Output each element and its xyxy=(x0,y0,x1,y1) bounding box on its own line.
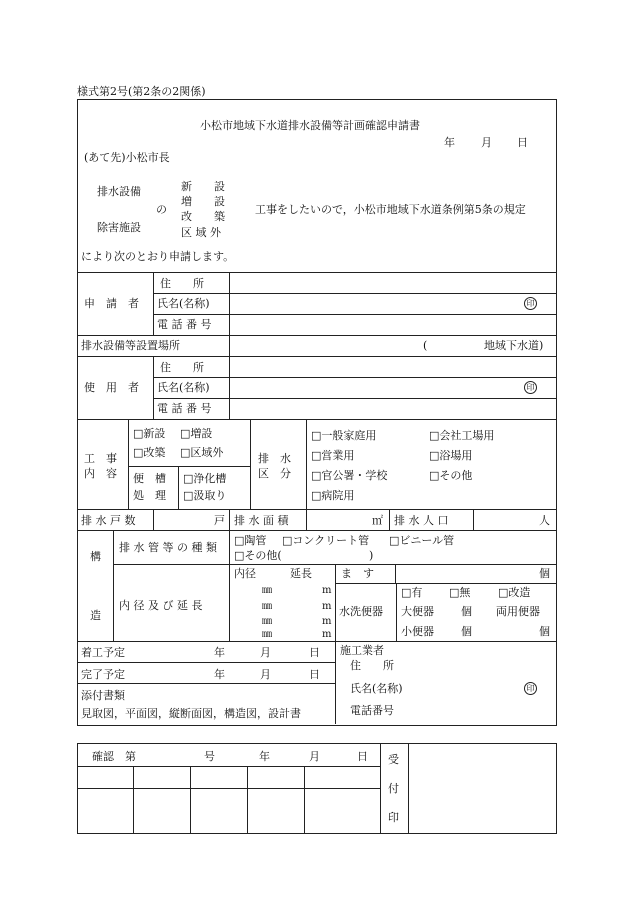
confirm-day: 日 xyxy=(357,750,368,763)
work-rebuild-checkbox[interactable]: □改築 xyxy=(133,446,166,459)
jokaso-checkbox[interactable]: □浄化槽 xyxy=(183,472,227,485)
applicant-name-label: 氏名(名称) xyxy=(157,297,210,310)
masu-unit: 個 xyxy=(539,567,550,580)
pipe-vinyl-checkbox[interactable]: □ビニール管 xyxy=(389,534,455,547)
attachments-label: 添付書類 xyxy=(81,689,125,702)
work-type-outside: 区 域 外 xyxy=(181,226,221,239)
toilet-renovate-checkbox[interactable]: □改造 xyxy=(498,586,531,599)
start-year: 年 xyxy=(214,646,225,659)
facility-sentence: 工事をしたいので，小松市地域下水道条例第5条の規定 xyxy=(255,203,526,216)
facility-abatement: 除害施設 xyxy=(97,221,141,234)
applicant-address-label: 住 所 xyxy=(160,277,204,290)
finish-day: 日 xyxy=(309,668,320,681)
receipt-tsuki: 付 xyxy=(388,782,399,795)
households-unit: 戸 xyxy=(214,514,225,527)
user-name-label: 氏名(名称) xyxy=(157,381,210,394)
mm-unit-4: ㎜ xyxy=(262,629,272,640)
drain-class-label-2: 区 分 xyxy=(258,467,291,480)
facility-sentence-cont: により次のとおり申請します。 xyxy=(81,250,235,263)
benki-label-1: 便 槽 xyxy=(133,472,166,485)
work-type-rebuild: 改 築 xyxy=(181,210,225,223)
drain-class-label-1: 排 水 xyxy=(258,452,291,465)
date-year: 年 xyxy=(444,136,455,149)
attachments-list: 見取図，平面図，縦断面図，構造図，設計書 xyxy=(81,707,301,720)
application-form xyxy=(77,99,557,726)
confirm-go: 号 xyxy=(204,750,215,763)
work-new-checkbox[interactable]: □新設 xyxy=(133,427,166,440)
area-unit: ㎡ xyxy=(372,514,383,527)
start-month: 月 xyxy=(260,646,271,659)
date-month: 月 xyxy=(481,136,492,149)
location-suffix: 地域下水道) xyxy=(484,339,544,352)
inner-diameter-header: 内径 xyxy=(234,567,256,580)
mm-unit-1: ㎜ xyxy=(262,585,272,596)
contractor-seal: 印 xyxy=(524,682,537,695)
class-other-checkbox[interactable]: □その他 xyxy=(429,469,473,482)
addressee: (あて先)小松市長 xyxy=(84,151,170,164)
contractor-name-label: 氏名(名称) xyxy=(350,682,403,695)
benki-label-2: 処 理 xyxy=(133,489,166,502)
confirm-year: 年 xyxy=(259,750,270,763)
toilet-no-checkbox[interactable]: □無 xyxy=(449,586,471,599)
pipe-ceramic-checkbox[interactable]: □陶管 xyxy=(234,534,267,547)
area-label: 排 水 面 積 xyxy=(234,514,289,527)
small-toilet-unit: 個 xyxy=(461,625,472,638)
pipe-concrete-checkbox[interactable]: □コンクリート管 xyxy=(282,534,370,547)
masu-label: ま す xyxy=(341,567,374,580)
pipe-other-checkbox[interactable]: □その他( xyxy=(234,549,282,562)
applicant-seal: 印 xyxy=(524,297,537,310)
large-toilet-unit: 個 xyxy=(461,605,472,618)
work-type-new: 新 設 xyxy=(181,180,225,193)
length-header: 延長 xyxy=(290,567,312,580)
pipe-other-close: ) xyxy=(369,549,374,562)
applicant-phone-label: 電 話 番 号 xyxy=(157,318,212,331)
structure-zou: 造 xyxy=(90,609,101,622)
user-address-label: 住 所 xyxy=(160,361,204,374)
toilet-yes-checkbox[interactable]: □有 xyxy=(401,586,423,599)
contractor-address-label: 住 所 xyxy=(350,659,394,672)
pipe-type-label: 排 水 管 等 の 種 類 xyxy=(119,541,217,554)
m-unit-3: m xyxy=(322,616,332,627)
structure-kou: 構 xyxy=(90,550,101,563)
user-label: 使 用 者 xyxy=(84,381,139,394)
m-unit-4: m xyxy=(322,629,332,640)
confirm-label: 確認 第 xyxy=(92,750,136,763)
large-toilet-label: 大便器 xyxy=(401,605,434,618)
finish-label: 完了予定 xyxy=(81,668,125,681)
confirm-month: 月 xyxy=(309,750,320,763)
start-label: 着工予定 xyxy=(81,646,125,659)
m-unit-2: m xyxy=(322,601,332,612)
work-add-checkbox[interactable]: □増設 xyxy=(180,427,213,440)
user-seal: 印 xyxy=(524,381,537,394)
work-label-2: 内 容 xyxy=(84,467,117,480)
flush-toilet-label: 水洗便器 xyxy=(339,605,383,618)
households-label: 排 水 戸 数 xyxy=(81,514,136,527)
class-hospital-checkbox[interactable]: □病院用 xyxy=(311,489,355,502)
start-day: 日 xyxy=(309,646,320,659)
location-label: 排水設備等設置場所 xyxy=(81,339,180,352)
form-id: 様式第2号(第2条の2関係) xyxy=(77,85,206,98)
facility-drainage: 排水設備 xyxy=(97,185,141,198)
m-unit-1: m xyxy=(322,585,332,596)
date-day: 日 xyxy=(517,136,528,149)
mm-unit-3: ㎜ xyxy=(262,616,272,627)
class-business-checkbox[interactable]: □営業用 xyxy=(311,449,355,462)
kumitori-checkbox[interactable]: □汲取り xyxy=(183,489,227,502)
mm-unit-2: ㎜ xyxy=(262,601,272,612)
population-label: 排 水 人 口 xyxy=(394,514,449,527)
receipt-u: 受 xyxy=(388,753,399,766)
class-bath-checkbox[interactable]: □浴場用 xyxy=(429,449,473,462)
location-paren: ( xyxy=(423,339,428,352)
class-company-checkbox[interactable]: □会社工場用 xyxy=(429,429,495,442)
facility-no: の xyxy=(156,203,167,216)
work-outside-checkbox[interactable]: □区域外 xyxy=(180,446,224,459)
receipt-in: 印 xyxy=(388,811,399,824)
small-toilet-label: 小便器 xyxy=(401,625,434,638)
applicant-label: 申 請 者 xyxy=(84,297,139,310)
contractor-phone-label: 電話番号 xyxy=(350,704,394,717)
contractor-label: 施工業者 xyxy=(340,644,384,657)
dual-toilet-unit: 個 xyxy=(539,625,550,638)
form-title: 小松市地域下水道排水設備等計画確認申請書 xyxy=(200,119,420,132)
user-phone-label: 電 話 番 号 xyxy=(157,402,212,415)
class-public-checkbox[interactable]: □官公署・学校 xyxy=(311,469,388,482)
work-type-add: 増 設 xyxy=(181,195,225,208)
work-label-1: 工 事 xyxy=(84,452,117,465)
dual-toilet-label: 両用便器 xyxy=(496,605,540,618)
class-home-checkbox[interactable]: □一般家庭用 xyxy=(311,429,377,442)
size-label: 内 径 及 び 延 長 xyxy=(119,599,203,612)
population-unit: 人 xyxy=(539,514,550,527)
finish-year: 年 xyxy=(214,668,225,681)
finish-month: 月 xyxy=(260,668,271,681)
